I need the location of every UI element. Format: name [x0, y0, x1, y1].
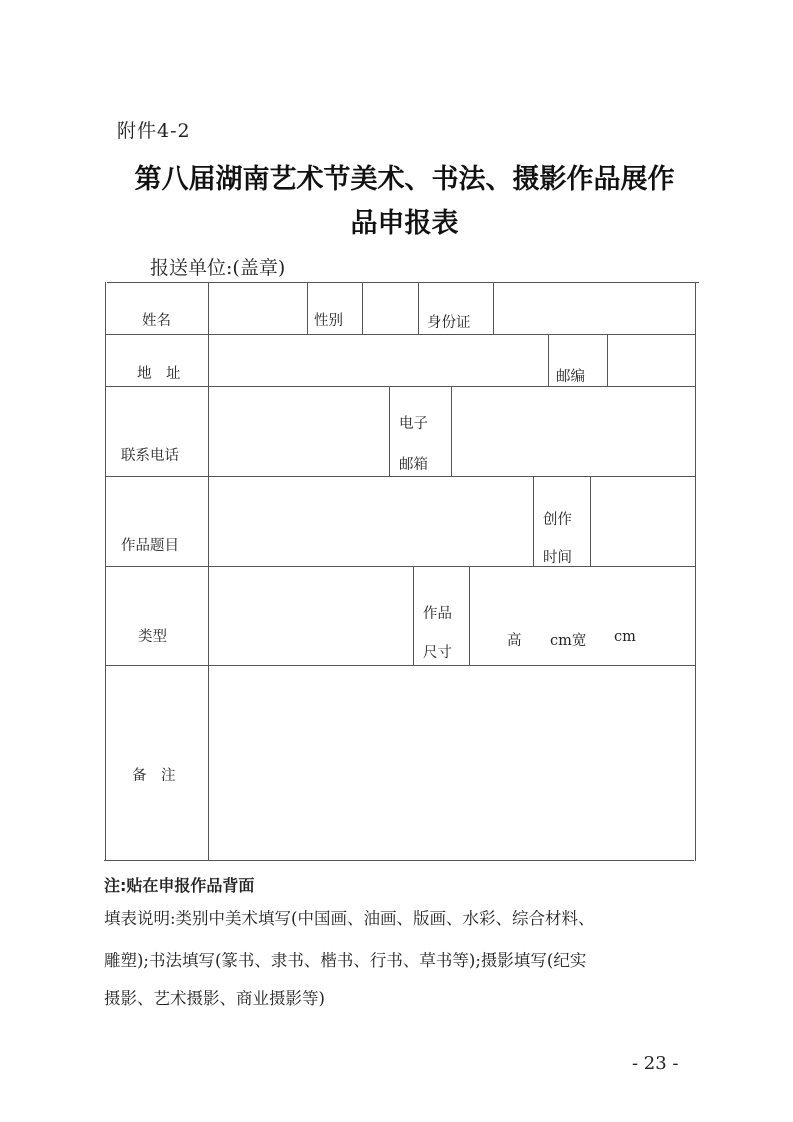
remarks-label: 备 注	[132, 768, 176, 784]
row-divider	[106, 566, 696, 567]
column-divider	[548, 334, 549, 386]
row-divider	[106, 665, 696, 666]
instructions-line-2: 雕塑);书法填写(篆书、隶书、楷书、行书、草书等);摄影填写(纪实	[104, 951, 587, 970]
work-title-label: 作品题目	[121, 538, 179, 554]
category-label: 类型	[138, 629, 167, 645]
column-divider	[493, 282, 494, 334]
height-label: 高	[507, 633, 522, 649]
page-number: - 23 -	[632, 1053, 679, 1074]
column-divider	[469, 566, 470, 665]
column-divider	[451, 386, 452, 476]
column-divider	[590, 476, 591, 566]
table-border-left	[105, 282, 106, 861]
phone-label: 联系电话	[121, 448, 179, 464]
attachment-label: 附件4-2	[117, 120, 191, 142]
table-border-top	[107, 282, 699, 283]
email-label-line-2: 邮箱	[399, 457, 428, 473]
email-label-line-1: 电子	[399, 416, 428, 432]
column-divider	[607, 334, 608, 386]
column-divider	[389, 386, 390, 476]
table-border-right	[695, 282, 696, 861]
note-heading: 注:贴在申报作品背面	[104, 876, 255, 895]
creation-time-label-line-1: 创作	[543, 512, 572, 528]
address-label: 地 址	[137, 366, 181, 382]
form-title-line-1: 第八届湖南艺术节美术、书法、摄影作品展作	[134, 164, 675, 195]
postcode-label: 邮编	[556, 369, 585, 385]
cm-unit-label: cm	[614, 629, 636, 645]
size-label-line-2: 尺寸	[423, 645, 452, 661]
submitting-unit-label: 报送单位:(盖章)	[150, 257, 286, 279]
creation-time-label-line-2: 时间	[543, 550, 572, 566]
column-divider	[208, 282, 209, 860]
size-label-line-1: 作品	[423, 606, 452, 622]
name-label: 姓名	[142, 313, 171, 329]
instructions-line-3: 摄影、艺术摄影、商业摄影等)	[104, 989, 325, 1008]
width-label: cm宽	[550, 633, 587, 649]
column-divider	[413, 566, 414, 665]
table-border-bottom	[104, 860, 694, 861]
instructions-line-1: 填表说明:类别中美术填写(中国画、油画、版画、水彩、综合材料、	[104, 909, 595, 928]
form-title-line-2: 品申报表	[350, 208, 459, 239]
column-divider	[362, 282, 363, 334]
row-divider	[106, 476, 696, 477]
column-divider	[533, 476, 534, 566]
row-divider	[106, 386, 696, 387]
column-divider	[307, 282, 308, 334]
column-divider	[418, 282, 419, 334]
id-card-label: 身份证	[427, 315, 471, 331]
gender-label: 性别	[314, 313, 343, 329]
